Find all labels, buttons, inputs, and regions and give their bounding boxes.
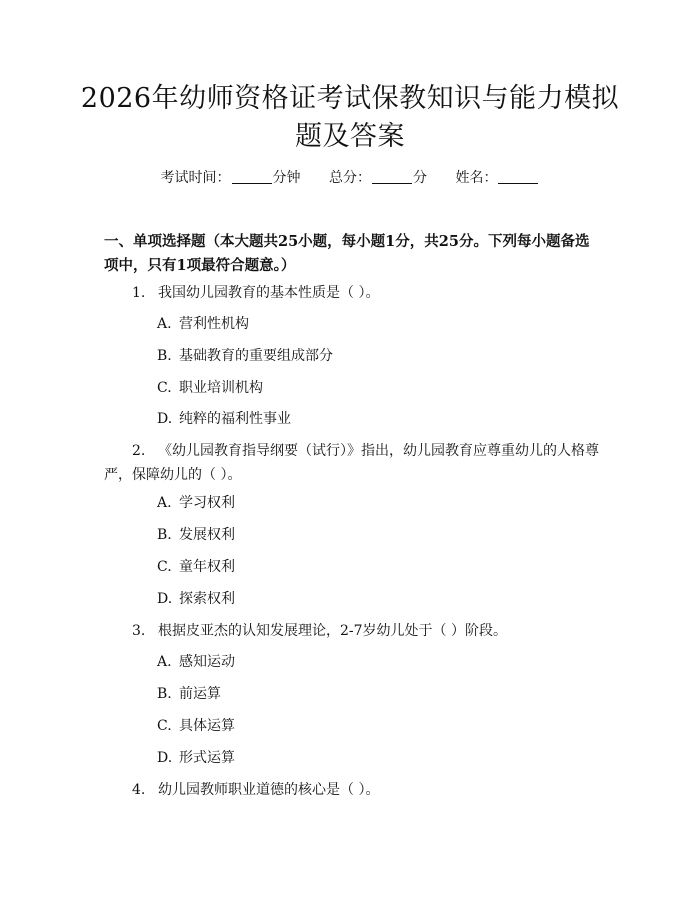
option-3d xyxy=(157,748,235,768)
document-title: 2026年幼师资格证考试保教知识与能力模拟题及答案 xyxy=(80,83,620,152)
option-letter: C. xyxy=(157,559,172,575)
exam-info-line xyxy=(0,168,700,188)
option-letter: D. xyxy=(157,750,173,766)
option-text: 童年权利 xyxy=(179,559,235,575)
option-letter: D. xyxy=(157,411,173,427)
name-label: 姓名： xyxy=(455,170,498,186)
option-text: 具体运算 xyxy=(179,718,235,734)
option-text: 纯粹的福利性事业 xyxy=(179,411,291,427)
total-score-label: 总分： xyxy=(329,170,371,186)
option-letter: D. xyxy=(157,591,173,607)
option-text: 学习权利 xyxy=(179,495,235,511)
option-3c xyxy=(157,716,235,736)
question-number: 3. xyxy=(132,623,146,639)
option-3a xyxy=(157,652,235,672)
question-number: 4. xyxy=(132,782,146,798)
option-1c xyxy=(157,378,263,398)
total-score-field xyxy=(329,168,427,188)
exam-time-unit: 分钟 xyxy=(272,170,301,186)
option-text: 探索权利 xyxy=(179,591,235,607)
section-heading: 一、单项选择题（本大题共25小题，每小题1分，共25分。下列每小题备选项中，只有1项最符合题意。） xyxy=(104,233,590,274)
option-letter: A. xyxy=(157,316,172,332)
name-blank xyxy=(498,169,538,184)
option-1b xyxy=(157,346,333,366)
option-1d xyxy=(157,409,291,429)
question-text: 幼儿园教师职业道德的核心是（ ）。 xyxy=(158,782,380,798)
question-1 xyxy=(104,281,600,305)
option-text: 营利性机构 xyxy=(179,316,249,332)
question-number: 2. xyxy=(132,443,146,459)
exam-time-blank xyxy=(232,169,272,184)
option-2c xyxy=(157,557,235,577)
option-letter: C. xyxy=(157,380,172,396)
option-letter: C. xyxy=(157,718,172,734)
exam-time-label: 考试时间： xyxy=(160,170,231,186)
option-letter: B. xyxy=(157,348,172,364)
option-text: 前运算 xyxy=(179,686,221,702)
option-text: 职业培训机构 xyxy=(179,380,263,396)
option-letter: B. xyxy=(157,527,172,543)
option-2d xyxy=(157,589,235,609)
exam-time-field xyxy=(161,168,301,188)
option-letter: A. xyxy=(157,495,172,511)
option-letter: A. xyxy=(157,654,172,670)
total-score-blank xyxy=(372,169,412,184)
option-text: 发展权利 xyxy=(179,527,235,543)
option-2a xyxy=(157,493,235,513)
question-text: 根据皮亚杰的认知发展理论，2-7岁幼儿处于（ ）阶段。 xyxy=(158,623,507,639)
total-score-unit: 分 xyxy=(413,170,427,186)
question-text: 《幼儿园教育指导纲要（试行）》指出，幼儿园教育应尊重幼儿的人格尊严，保障幼儿的（ ）。 xyxy=(104,443,599,483)
question-number: 1. xyxy=(132,285,146,301)
option-2b xyxy=(157,525,235,545)
name-field xyxy=(455,168,539,188)
question-3 xyxy=(104,619,600,643)
option-text: 基础教育的重要组成部分 xyxy=(179,348,333,364)
question-text: 我国幼儿园教育的基本性质是（ ）。 xyxy=(158,285,380,301)
option-text: 感知运动 xyxy=(179,654,235,670)
option-3b xyxy=(157,684,221,704)
option-letter: B. xyxy=(157,686,172,702)
option-1a xyxy=(157,314,249,334)
question-4 xyxy=(104,778,600,802)
question-2 xyxy=(104,439,600,487)
option-text: 形式运算 xyxy=(179,750,235,766)
